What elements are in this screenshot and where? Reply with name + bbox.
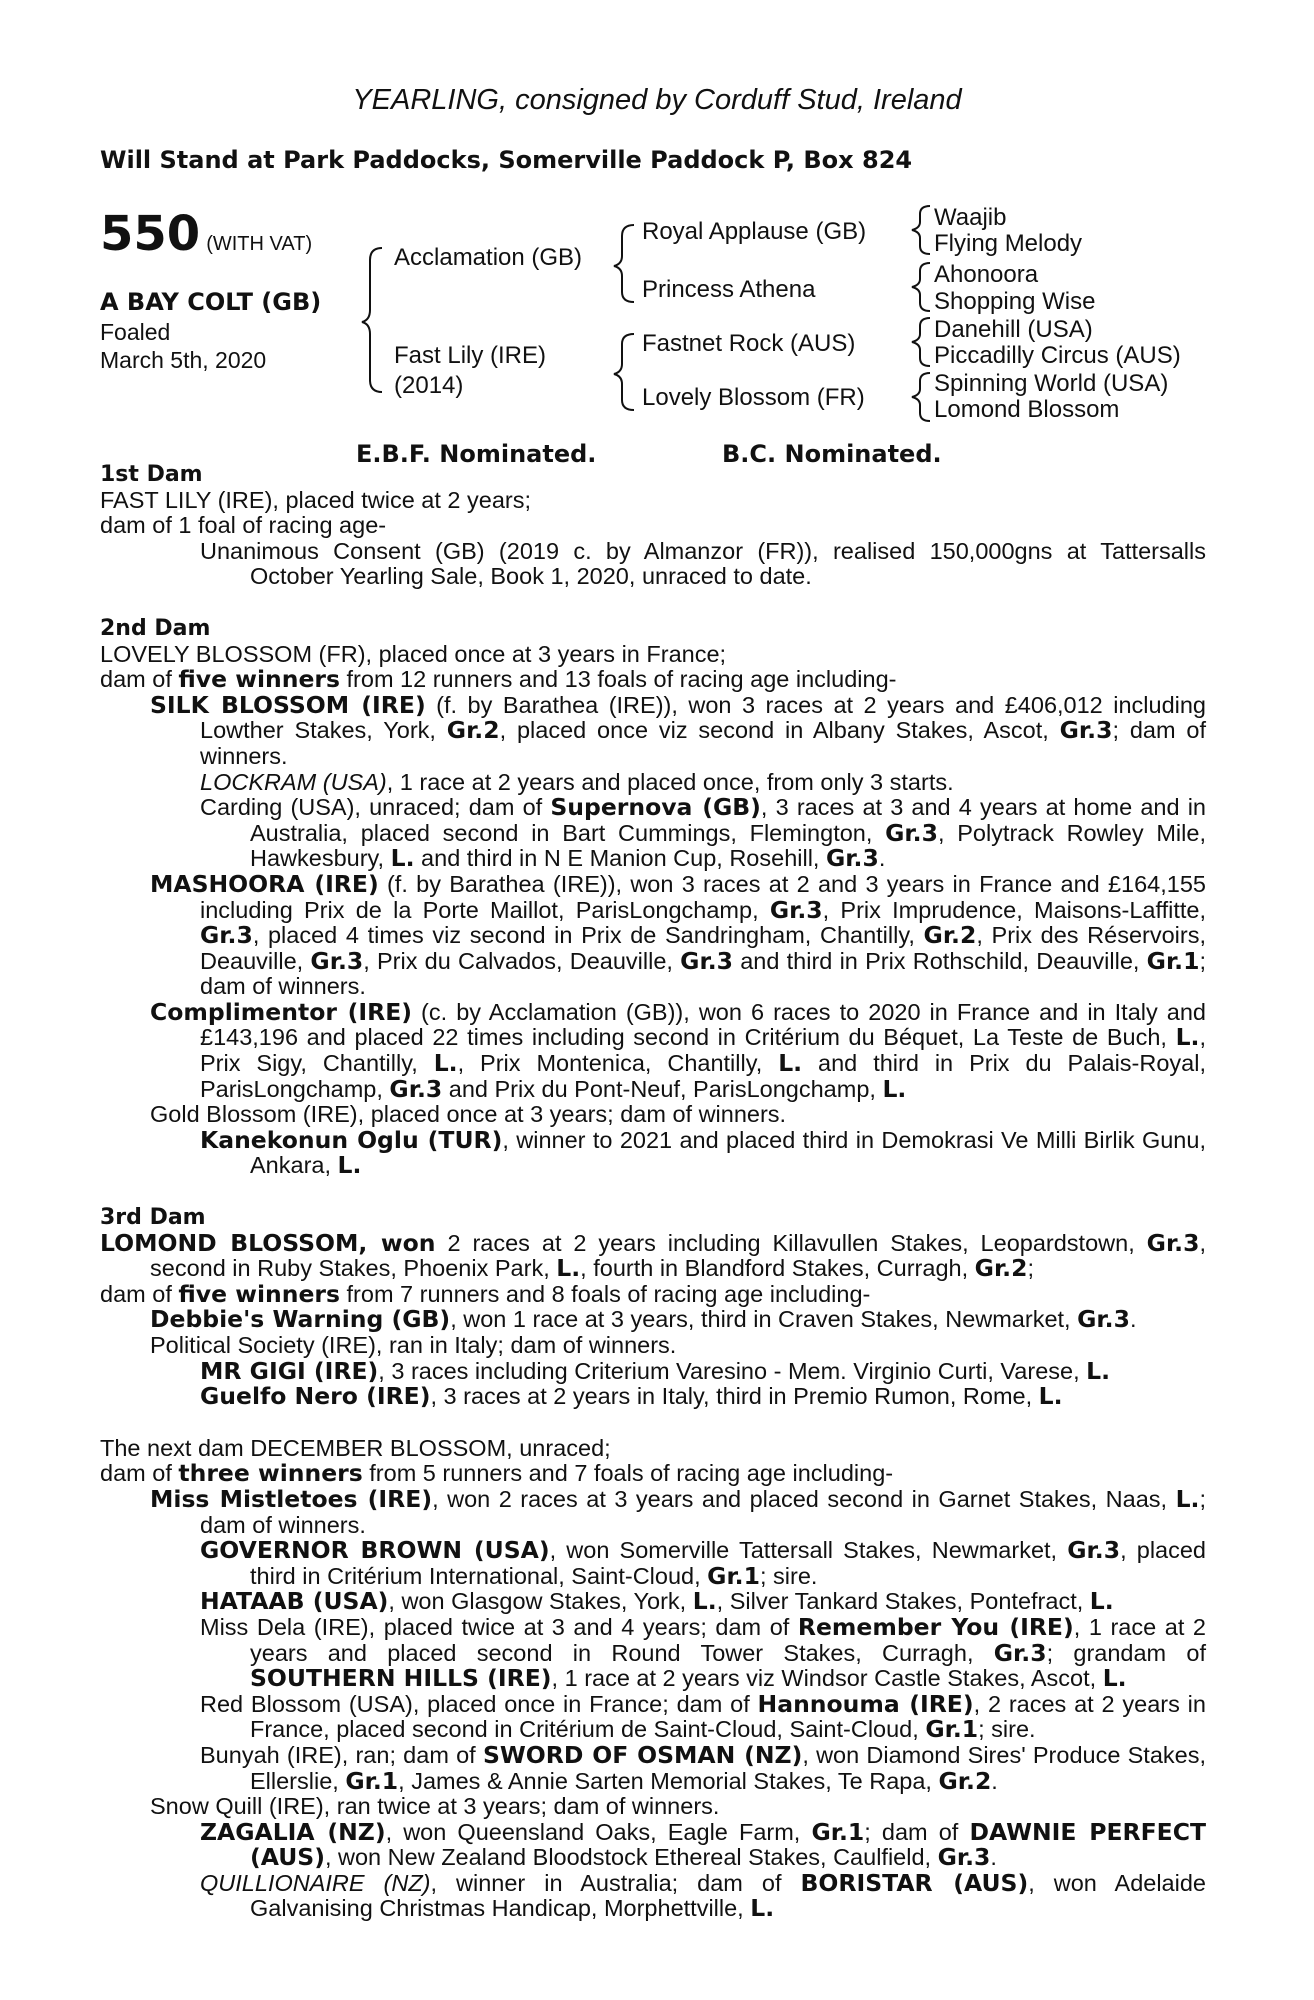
horse-title: A BAY COLT (GB)	[100, 288, 322, 316]
pedigree-dam: Fast Lily (IRE)	[394, 342, 547, 369]
entry-silk-blossom: SILK BLOSSOM (IRE) (f. by Barathea (IRE)), won 3 races at 2 years and £406,012 including Lowther Stakes, York, Gr.2, placed once viz second in Albany Stakes, Ascot, Gr.3; dam of winners.	[150, 690, 1206, 769]
first-dam-line-2: dam of 1 foal of racing age-	[100, 512, 387, 539]
entry-quillionaire: QUILLIONAIRE (NZ), winner in Australia; dam of BORISTAR (AUS), won Adelaide Galvanising Christmas Handicap, Morphettville, L.	[200, 1868, 1206, 1923]
entry-mashoora: MASHOORA (IRE) (f. by Barathea (IRE)), won 3 races at 2 and 3 years in France and £164,155 including Prix de la Porte Maillot, ParisLongchamp, Gr.3, Prix Imprudence, Maisons-Laffitte, Gr.3, placed 4 times viz second in Prix de Sandringham, Chantilly, Gr.2, Prix des Réservoirs, Deauville, Gr.3, Prix du Calvados, Deauville, Gr.3 and third in Prix Rothschild, Deauville, Gr.1; dam of winners.	[150, 869, 1206, 1000]
third-dam-heading: 3rd Dam	[100, 1205, 206, 1231]
third-dam-dam-of: dam of five winners from 7 runners and 8 foals of racing age including-	[100, 1279, 871, 1308]
pedigree-gg5: Danehill (USA)	[934, 316, 1093, 343]
entry-red-blossom: Red Blossom (USA), placed once in France; dam of Hannouma (IRE), 2 races at 2 years in France, placed second in Critérium de Saint-Cloud, Saint-Cloud, Gr.1; sire.	[200, 1689, 1206, 1744]
ebf-nominated: E.B.F. Nominated.	[356, 440, 597, 468]
entry-kanekonun-oglu: Kanekonun Oglu (TUR), winner to 2021 and placed third in Demokrasi Ve Milli Birlik Gunu, Ankara, L.	[200, 1125, 1206, 1180]
entry-lomond-blossom: LOMOND BLOSSOM, won 2 races at 2 years including Killavullen Stakes, Leopardstown, Gr.3, second in Ruby Stakes, Phoenix Park, L., fourth in Blandford Stakes, Curragh, Gr.2;	[100, 1228, 1206, 1283]
pedigree-g4: Lovely Blossom (FR)	[642, 384, 865, 411]
next-dam-line-1: The next dam DECEMBER BLOSSOM, unraced;	[100, 1434, 611, 1461]
pedigree-gg2: Flying Melody	[934, 230, 1083, 257]
second-dam-heading: 2nd Dam	[100, 615, 211, 641]
first-dam-produce: Unanimous Consent (GB) (2019 c. by Almanzor (FR)), realised 150,000gns at Tattersalls October Yearling Sale, Book 1, 2020, unraced to date.	[200, 537, 1206, 590]
produce-record	[100, 462, 1206, 1922]
pedigree-gg4: Shopping Wise	[934, 288, 1096, 315]
lot-number-value: 550	[100, 206, 201, 262]
bc-nominated: B.C. Nominated.	[722, 440, 942, 468]
entry-carding: Carding (USA), unraced; dam of Supernova (GB), 3 races at 3 and 4 years at home and in Australia, placed second in Bart Cummings, Flemington, Gr.3, Polytrack Rowley Mile, Hawkesbury, L. and third in N E Manion Cup, Rosehill, Gr.3.	[200, 793, 1206, 873]
pedigree-dam-year: (2014)	[394, 372, 464, 399]
entry-zagalia: ZAGALIA (NZ), won Queensland Oaks, Eagle Farm, Gr.1; dam of DAWNIE PERFECT (AUS), won New Zealand Bloodstock Ethereal Stakes, Caulfield, Gr.3.	[200, 1817, 1206, 1872]
vat-label: (WITH VAT)	[206, 233, 313, 255]
pedigree-gg8: Lomond Blossom	[934, 396, 1120, 423]
entry-hataab: HATAAB (USA), won Glasgow Stakes, York, L., Silver Tankard Stakes, Pontefract, L.	[200, 1587, 1114, 1616]
first-dam-line-1: FAST LILY (IRE), placed twice at 2 years;	[100, 486, 532, 513]
foaled-date: March 5th, 2020	[100, 347, 267, 373]
entry-political-society: Political Society (IRE), ran in Italy; dam of winners.	[150, 1332, 677, 1358]
consignor-line: YEARLING, consigned by Corduff Stud, Ireland	[352, 84, 962, 116]
stand-location: Will Stand at Park Paddocks, Somerville Paddock P, Box 824	[100, 146, 913, 174]
entry-snow-quill: Snow Quill (IRE), ran twice at 3 years; dam of winners.	[150, 1793, 720, 1820]
entry-governor-brown: GOVERNOR BROWN (USA), won Somerville Tattersall Stakes, Newmarket, Gr.3, placed third in Critérium International, Saint-Cloud, Gr.1; sire.	[200, 1536, 1207, 1590]
pedigree-g2: Princess Athena	[642, 276, 816, 303]
foaled-label: Foaled	[100, 319, 171, 345]
pedigree-gg1: Waajib	[934, 204, 1007, 231]
pedigree-g1: Royal Applause (GB)	[642, 218, 867, 245]
entry-debbies-warning: Debbie's Warning (GB), won 1 race at 3 years, third in Craven Stakes, Newmarket, Gr.3.	[150, 1305, 1137, 1334]
first-dam-heading: 1st Dam	[100, 462, 203, 487]
second-dam-line-1: LOVELY BLOSSOM (FR), placed once at 3 years in France;	[100, 640, 727, 667]
next-dam-dam-of: dam of three winners from 5 runners and 7 foals of racing age including-	[100, 1459, 894, 1488]
pedigree-gg3: Ahonoora	[934, 261, 1039, 288]
second-dam-line-2: dam of five winners from 12 runners and 13 foals of racing age including-	[100, 665, 897, 694]
pedigree-gg7: Spinning World (USA)	[934, 370, 1169, 397]
entry-gold-blossom: Gold Blossom (IRE), placed once at 3 years; dam of winners.	[150, 1101, 787, 1128]
entry-mr-gigi: MR GIGI (IRE), 3 races including Criterium Varesino - Mem. Virginio Curti, Varese, L.	[200, 1356, 1111, 1385]
pedigree-g3: Fastnet Rock (AUS)	[642, 330, 856, 357]
entry-bunyah: Bunyah (IRE), ran; dam of SWORD OF OSMAN (NZ), won Diamond Sires' Produce Stakes, Ellerslie, Gr.1, James & Annie Sarten Memorial Stakes, Te Rapa, Gr.2.	[200, 1740, 1206, 1795]
entry-miss-mistletoes: Miss Mistletoes (IRE), won 2 races at 3 years and placed second in Garnet Stakes, Naas, L.; dam of winners.	[150, 1484, 1206, 1538]
entry-guelfo-nero: Guelfo Nero (IRE), 3 races at 2 years in Italy, third in Premio Rumon, Rome, L.	[200, 1382, 1063, 1411]
entry-complimentor: Complimentor (IRE) (c. by Acclamation (GB)), won 6 races to 2020 in France and in Italy and £143,196 and placed 22 times including second in Critérium du Béquet, La Teste de Buch, L., Prix Sigy, Chantilly, L., Prix Montenica, Chantilly, L. and third in Prix du Palais-Royal, ParisLongchamp, Gr.3 and Prix du Pont-Neuf, ParisLongchamp, L.	[150, 997, 1207, 1103]
entry-lockram: LOCKRAM (USA), 1 race at 2 years and placed once, from only 3 starts.	[200, 768, 954, 795]
pedigree-gg6: Piccadilly Circus (AUS)	[934, 342, 1181, 369]
entry-miss-dela: Miss Dela (IRE), placed twice at 3 and 4 years; dam of Remember You (IRE), 1 race at 2 years and placed second in Round Tower Stakes, Curragh, Gr.3; grandam of SOUTHERN HILLS (IRE), 1 race at 2 years viz Windsor Castle Stakes, Ascot, L.	[200, 1612, 1206, 1693]
pedigree-sire: Acclamation (GB)	[394, 244, 583, 271]
